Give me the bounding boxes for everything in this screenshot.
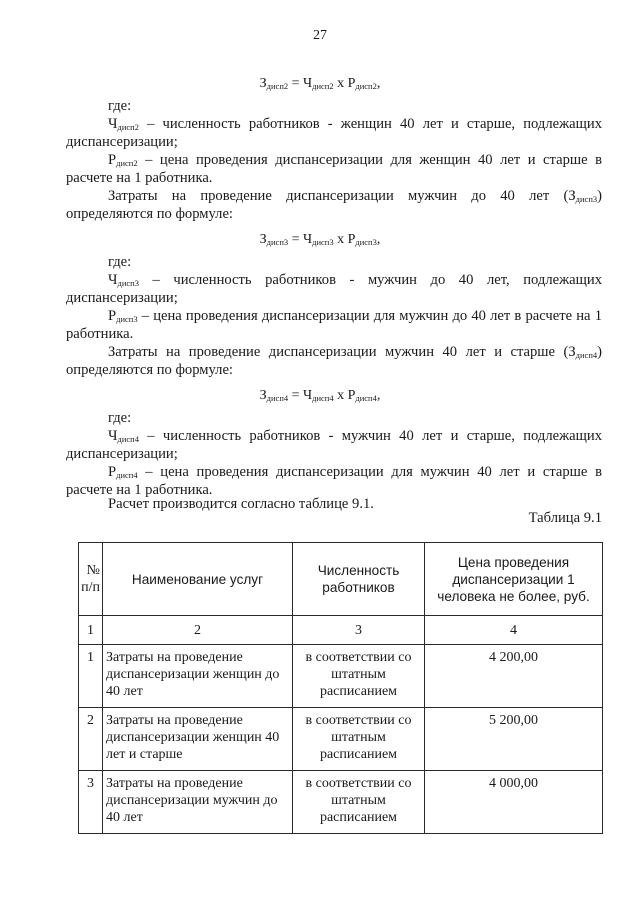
- definition-ch-disp2: $Ч_{дисп2}$ – численность работников - женщин 40 лет и старше, подлежащих диспансеризации;: [66, 116, 602, 150]
- row-number: 3: [79, 771, 103, 834]
- paragraph-men-40-plus: Затраты на проведение диспансеризации мужчин 40 лет и старше $(З_{дисп4})$ определяются по формуле:: [66, 344, 602, 378]
- row-price: 4 200,00: [425, 645, 603, 708]
- row-price: 4 000,00: [425, 771, 603, 834]
- definition-ch-disp4: $Ч_{дисп4}$ – численность работников - мужчин 40 лет и старше, подлежащих диспансеризации;: [66, 428, 602, 462]
- definition-ch-disp3: $Ч_{дисп3}$ – численность работников - мужчин до 40 лет, подлежащих диспансеризации;: [66, 272, 602, 306]
- table-caption: Таблица 9.1: [528, 510, 602, 526]
- row-service-name: Затраты на проведение диспансеризации женщин до 40 лет: [103, 645, 293, 708]
- column-number: 4: [425, 616, 603, 645]
- page-number: 27: [313, 28, 327, 43]
- definition-r-disp4: $Р_{дисп4}$ – цена проведения диспансеризации для мужчин 40 лет и старше в расчете на 1 работника.: [66, 464, 602, 498]
- row-service-name: Затраты на проведение диспансеризации мужчин до 40 лет: [103, 771, 293, 834]
- table-row: [79, 708, 603, 771]
- table-column-numbers-row: [79, 616, 603, 645]
- row-service-name: Затраты на проведение диспансеризации женщин 40 лет и старше: [103, 708, 293, 771]
- table-header-row: [79, 543, 603, 616]
- header-service-name: Наименование услуг: [103, 543, 293, 616]
- definition-r-disp3: $Р_{дисп3}$ – цена проведения диспансеризации для мужчин до 40 лет в расчете на 1 работника.: [66, 308, 602, 342]
- formula-zdisp2: $З_{дисп2} = Ч_{дисп2}$ х $Р_{дисп2}$,: [259, 76, 381, 91]
- column-number: 1: [79, 616, 103, 645]
- header-number: № п/п: [79, 543, 103, 616]
- where-label-2: где:: [108, 254, 132, 270]
- formula-zdisp4: $З_{дисп4} = Ч_{дисп4}$ х $Р_{дисп4}$,: [259, 388, 381, 403]
- table-row: [79, 771, 603, 834]
- row-number: 1: [79, 645, 103, 708]
- calculation-note: Расчет производится согласно таблице 9.1.: [108, 496, 374, 512]
- header-price: Цена проведения диспансеризации 1 человека не более, руб.: [425, 543, 603, 616]
- table-row: [79, 645, 603, 708]
- paragraph-men-under-40: Затраты на проведение диспансеризации мужчин до 40 лет $(З_{дисп3})$ определяются по формуле:: [66, 188, 602, 222]
- formula-zdisp3: $З_{дисп3} = Ч_{дисп3}$ х $Р_{дисп3}$,: [259, 232, 381, 247]
- definition-r-disp2: $Р_{дисп2}$ – цена проведения диспансеризации для женщин 40 лет и старше в расчете на 1 работника.: [66, 152, 602, 186]
- header-employee-count: Численность работников: [293, 543, 425, 616]
- where-label-3: где:: [108, 410, 132, 426]
- row-price: 5 200,00: [425, 708, 603, 771]
- row-employee-count: в соответствии со штатным расписанием: [293, 708, 425, 771]
- column-number: 3: [293, 616, 425, 645]
- column-number: 2: [103, 616, 293, 645]
- row-employee-count: в соответствии со штатным расписанием: [293, 645, 425, 708]
- row-employee-count: в соответствии со штатным расписанием: [293, 771, 425, 834]
- row-number: 2: [79, 708, 103, 771]
- where-label-1: где:: [108, 98, 132, 114]
- table-9-1: [78, 542, 603, 834]
